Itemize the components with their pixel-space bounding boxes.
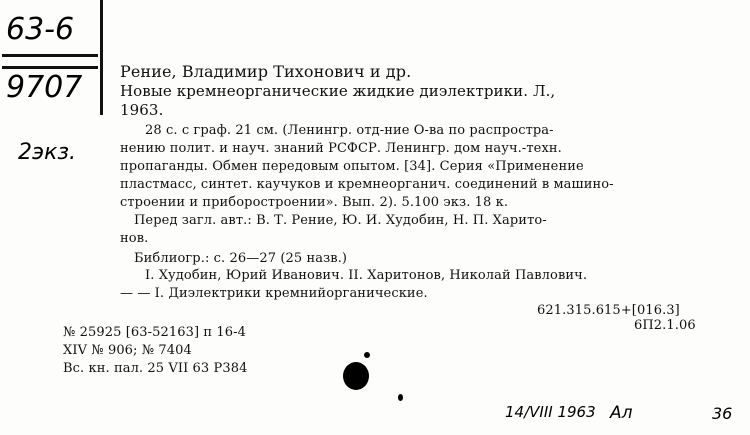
handwritten-initials: Ал — [610, 403, 633, 423]
bbk-classification: 6П2.1.06 — [634, 318, 696, 333]
year: 1963. — [120, 101, 164, 119]
shelf-mark-top: 63-6 — [6, 12, 75, 47]
description-line: строении и приборостроении». Вып. 2). 5.100 экз. 18 к. — [120, 195, 509, 210]
copies-note: 2экз. — [18, 140, 77, 165]
description-line: 28 с. с граф. 21 см. (Ленингр. отд-ние О-ва по распростра- — [145, 123, 554, 138]
tracings-line-1: I. Худобин, Юрий Иванович. II. Харитонов, Николай Павлович. — [145, 268, 588, 283]
shelf-mark-rule-1 — [2, 54, 98, 57]
ink-blot — [343, 362, 369, 390]
description-line: нению полит. и науч. знаний РСФСР. Ленингр. дом науч.-техн. — [120, 141, 562, 156]
shelf-mark-divider — [100, 0, 103, 115]
udc-classification: 621.315.615+[016.3] — [537, 303, 680, 318]
description-line: нов. — [120, 231, 149, 246]
footer-line-3: Вс. кн. пал. 25 VII 63 Р384 — [63, 361, 248, 376]
description-line: Перед загл. авт.: В. Т. Рение, Ю. И. Худобин, Н. П. Харито- — [134, 213, 547, 228]
footer-line-2: XIV № 906; № 7404 — [63, 343, 192, 358]
ink-spot — [398, 394, 403, 401]
author-heading: Рение, Владимир Тихонович и др. — [120, 62, 412, 81]
shelf-mark-rule-2 — [2, 66, 98, 69]
handwritten-date: 14/VIII 1963 — [505, 403, 596, 421]
ink-spot — [364, 352, 370, 358]
shelf-mark-bottom: 9707 — [6, 70, 83, 105]
description-line: пропаганды. Обмен передовым опытом. [34]. Серия «Применение — [120, 159, 584, 174]
bibliography-note: Библиогр.: с. 26—27 (25 назв.) — [134, 251, 348, 266]
title-line: Новые кремнеорганические жидкие диэлектрики. Л., — [120, 82, 556, 100]
tracings-line-2: — — I. Диэлектрики кремнийорганические. — [120, 286, 428, 301]
footer-line-1: № 25925 [63-52163] п 16-4 — [63, 325, 246, 340]
handwritten-number: 36 — [712, 404, 733, 423]
description-line: пластмасс, синтет. каучуков и кремнеорганич. соединений в машино- — [120, 177, 614, 192]
